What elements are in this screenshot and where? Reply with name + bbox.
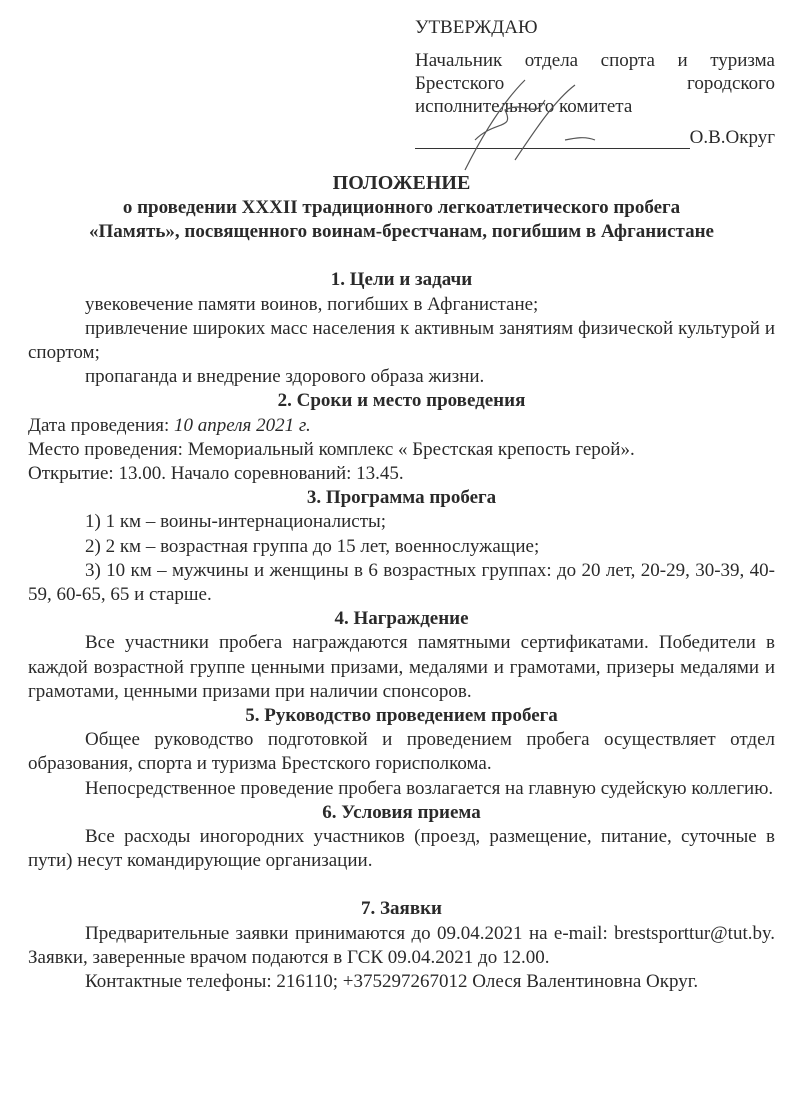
paragraph: Открытие: 13.00. Начало соревнований: 13.45. [28, 463, 404, 485]
approval-line: исполнительного комитета [415, 96, 633, 117]
document-subtitle: о проведении XXXII традиционного легкоатлетического пробега [122, 197, 681, 218]
approval-line: Брестского городского [415, 73, 775, 94]
list-item: 1) 1 км – воины-интернационалисты; [85, 511, 387, 533]
signature-icon [445, 70, 605, 180]
paragraph: Все участники пробега награждаются памятными сертификатами. Победители в каждой возрастной группе ценными призами, медалями и грамотами, призеры медалями и грамотами, ценными призами при наличии спонсоров. [28, 632, 775, 702]
signature [415, 130, 690, 149]
paragraph: Контактные телефоны: 216110; +375297267012 Олеся Валентиновна Округ. [85, 971, 699, 993]
email-link[interactable]: brestsporttur@tut.by [614, 922, 771, 944]
date-label: Дата проведения: [28, 414, 175, 436]
document-body [28, 170, 775, 994]
section-heading: 3. Программа пробега [306, 487, 497, 509]
paragraph [28, 414, 775, 438]
paragraph: Общее руководство подготовкой и проведением пробега осуществляет отдел образования, спорта и туризма Брестского горисполкома. [28, 729, 775, 775]
list-item: 3) 10 км – мужчины и женщины в 6 возрастных группах: до 20 лет, 20-29, 30-39, 40-59, 60-65, 65 и старше. [28, 559, 775, 606]
paragraph-text: . Заявки, заверенные врачом подаются в ГСК 09.04.2021 до 12.00. [28, 922, 775, 968]
paragraph: привлечение широких масс населения к активным занятиям физической культурой и спортом; [28, 317, 775, 364]
section-heading: 1. Цели и задачи [330, 269, 473, 291]
paragraph: Все расходы иногородних участников (проезд, размещение, питание, суточные в пути) несут командирующие организации. [28, 826, 775, 872]
paragraph-text: Предварительные заявки принимаются до 09.04.2021 на e-mail: [85, 922, 615, 944]
paragraph [28, 922, 775, 970]
section-heading: 7. Заявки [361, 898, 442, 920]
approval-line: Начальник отдела спорта и туризма [415, 50, 775, 71]
document-title: ПОЛОЖЕНИЕ [332, 172, 471, 194]
paragraph: Место проведения: Мемориальный комплекс « Брестская крепость герой». [28, 438, 635, 460]
approval-heading: УТВЕРЖДАЮ [415, 17, 538, 38]
section-heading: 6. Условия приема [322, 801, 481, 823]
event-date: 10 апреля 2021 г. [174, 414, 311, 436]
section-heading: 2. Сроки и место проведения [277, 390, 526, 412]
paragraph: увековечение памяти воинов, погибших в Афганистане; [85, 293, 539, 315]
paragraph: Непосредственное проведение пробега возлагается на главную судейскую коллегию. [85, 777, 774, 799]
signatory-name: О.В.Округ [689, 127, 775, 148]
section-heading: 4. Награждение [334, 608, 469, 630]
document-subtitle: «Память», посвященного воинам-брестчанам, погибшим в Афганистане [89, 221, 714, 243]
approval-block [415, 16, 775, 149]
paragraph: пропаганда и внедрение здорового образа жизни. [85, 366, 485, 388]
section-heading: 5. Руководство проведением пробега [245, 705, 558, 727]
list-item: 2) 2 км – возрастная группа до 15 лет, военнослужащие; [85, 535, 540, 557]
signature-line [415, 126, 775, 149]
